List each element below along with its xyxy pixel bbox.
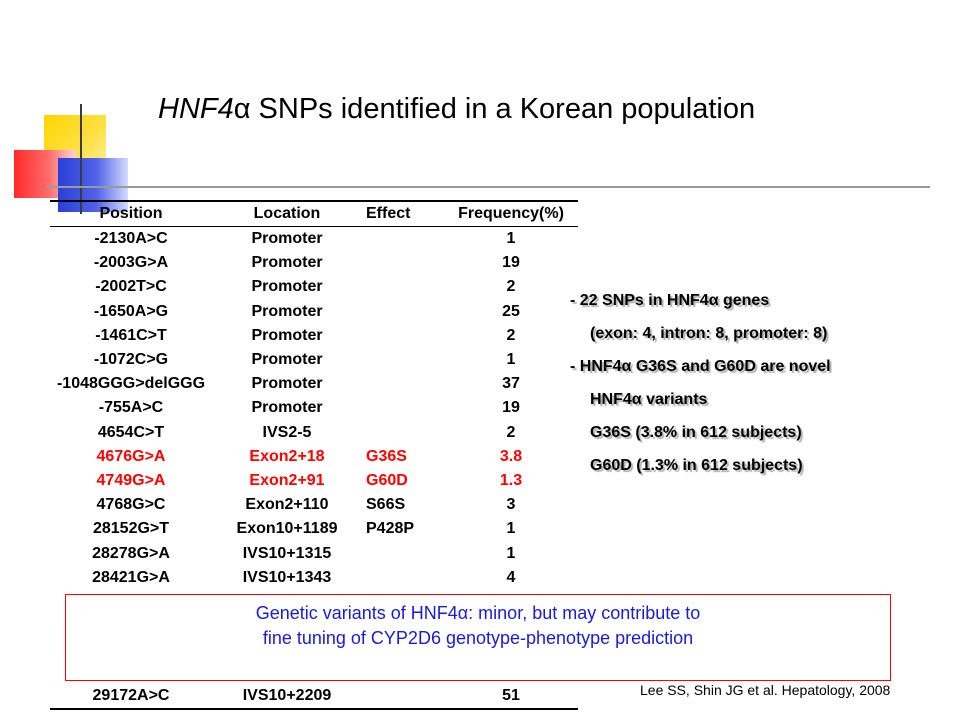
cell-position: -1461C>T bbox=[95, 326, 167, 344]
table-row bbox=[50, 566, 578, 590]
table-row bbox=[50, 445, 578, 469]
cell-location: Promoter bbox=[251, 302, 323, 320]
cell-location: Promoter bbox=[251, 375, 323, 393]
callout-line-1: Genetic variants of HNF4α: minor, but may contribute to bbox=[255, 603, 701, 623]
cell-effect bbox=[362, 348, 444, 372]
header-frequency: Frequency(%) bbox=[444, 201, 578, 227]
cell-location: IVS2-5 bbox=[262, 423, 312, 441]
cell-location: Promoter bbox=[251, 326, 323, 344]
cell-effect bbox=[362, 541, 444, 565]
table-row bbox=[50, 372, 578, 396]
table-row bbox=[50, 227, 578, 252]
cell-frequency: 37 bbox=[502, 375, 520, 393]
cell-position: 4676G>A bbox=[96, 447, 166, 465]
cell-frequency: 1 bbox=[506, 544, 516, 562]
table-row bbox=[50, 396, 578, 420]
note-snp-breakdown: (exon: 4, intron: 8, promoter: 8) bbox=[590, 325, 828, 342]
table-row bbox=[50, 421, 578, 445]
cell-effect: S66S bbox=[366, 496, 406, 514]
cell-location: Exon2+18 bbox=[249, 447, 325, 465]
cell-frequency: 25 bbox=[502, 302, 520, 320]
cell-effect bbox=[362, 275, 444, 299]
cell-effect bbox=[362, 251, 444, 275]
cell-location: Exon2+110 bbox=[245, 496, 329, 514]
cell-location: Promoter bbox=[251, 254, 323, 272]
cell-position: 28421G>A bbox=[92, 568, 170, 586]
note-snp-count: - 22 SNPs in HNF4α genes bbox=[570, 292, 770, 309]
cell-effect bbox=[362, 396, 444, 420]
cell-position: -2003G>A bbox=[93, 254, 169, 272]
slide-title bbox=[158, 93, 755, 126]
note-novel-variants-cont: HNF4α variants bbox=[590, 391, 708, 408]
table-row bbox=[50, 493, 578, 517]
cell-location: IVS10+2209 bbox=[212, 684, 362, 709]
cell-position: -2130A>C bbox=[94, 230, 168, 248]
note-g60d-frequency: G60D (1.3% in 612 subjects) bbox=[590, 457, 803, 474]
cell-frequency: 3 bbox=[506, 496, 516, 514]
title-alpha: α bbox=[233, 93, 251, 125]
cell-effect bbox=[362, 324, 444, 348]
notes-list bbox=[570, 284, 950, 482]
title-divider-line bbox=[46, 186, 930, 188]
cell-effect bbox=[362, 421, 444, 445]
cell-position: -1072C>G bbox=[93, 351, 169, 369]
cell-location: Promoter bbox=[251, 230, 323, 248]
table-row bbox=[50, 324, 578, 348]
table-row bbox=[50, 517, 578, 541]
cell-location: IVS10+1315 bbox=[242, 544, 332, 562]
cell-position: 4749G>A bbox=[96, 471, 166, 489]
cell-effect bbox=[362, 372, 444, 396]
cell-frequency: 1 bbox=[506, 230, 516, 248]
cell-position: -1048GGG>delGGG bbox=[56, 375, 206, 393]
cell-position: -1650A>G bbox=[93, 302, 169, 320]
cell-effect bbox=[362, 227, 444, 252]
cell-frequency: 51 bbox=[444, 684, 578, 709]
table-header-row bbox=[50, 201, 578, 227]
cell-frequency: 1 bbox=[506, 351, 516, 369]
cell-frequency: 1.3 bbox=[499, 471, 523, 489]
cell-position: -2002T>C bbox=[95, 278, 167, 296]
cell-frequency: 1 bbox=[506, 520, 516, 538]
callout-box bbox=[65, 594, 891, 681]
header-position: Position bbox=[50, 201, 212, 227]
cell-frequency: 2 bbox=[506, 278, 516, 296]
citation: Lee SS, Shin JG et al. Hepatology, 2008 bbox=[640, 682, 891, 698]
cell-position: 4654C>T bbox=[97, 423, 165, 441]
cell-effect bbox=[362, 684, 444, 709]
cell-frequency: 4 bbox=[506, 568, 516, 586]
table-row bbox=[50, 300, 578, 324]
title-rest: SNPs identified in a Korean population bbox=[250, 93, 756, 125]
cell-effect: G36S bbox=[366, 447, 407, 465]
cell-effect: P428P bbox=[366, 520, 415, 538]
decorative-vertical-line bbox=[80, 104, 82, 214]
cell-location: Exon10+1189 bbox=[236, 520, 338, 538]
cell-frequency: 19 bbox=[502, 254, 520, 272]
table-row bbox=[50, 541, 578, 565]
table-row bbox=[50, 348, 578, 372]
cell-position: 28152G>T bbox=[92, 520, 170, 538]
table-row bbox=[50, 251, 578, 275]
note-g36s-frequency: G36S (3.8% in 612 subjects) bbox=[590, 424, 802, 441]
cell-effect bbox=[362, 566, 444, 590]
cell-location: Promoter bbox=[251, 399, 323, 417]
cell-location: IVS10+1343 bbox=[242, 568, 332, 586]
cell-position: 28278G>A bbox=[92, 544, 170, 562]
table-row bbox=[50, 275, 578, 299]
cell-effect: G60D bbox=[366, 471, 408, 489]
cell-position: -755A>C bbox=[98, 399, 164, 417]
cell-location: Promoter bbox=[251, 351, 323, 369]
table-row bbox=[50, 469, 578, 493]
cell-position: 29172A>C bbox=[50, 684, 212, 709]
cell-frequency: 2 bbox=[506, 326, 516, 344]
note-novel-variants: - HNF4α G36S and G60D are novel bbox=[570, 358, 831, 375]
header-location: Location bbox=[212, 201, 362, 227]
title-gene-name: HNF4 bbox=[158, 93, 234, 125]
cell-frequency: 2 bbox=[506, 423, 516, 441]
cell-frequency: 3.8 bbox=[499, 447, 523, 465]
cell-frequency: 19 bbox=[502, 399, 520, 417]
cell-location: Promoter bbox=[251, 278, 323, 296]
cell-position: 4768G>C bbox=[96, 496, 166, 514]
header-effect: Effect bbox=[362, 201, 444, 227]
cell-effect bbox=[362, 300, 444, 324]
cell-location: Exon2+91 bbox=[249, 471, 325, 489]
table-row bbox=[50, 684, 578, 709]
callout-line-2: fine tuning of CYP2D6 genotype-phenotype prediction bbox=[262, 628, 694, 648]
